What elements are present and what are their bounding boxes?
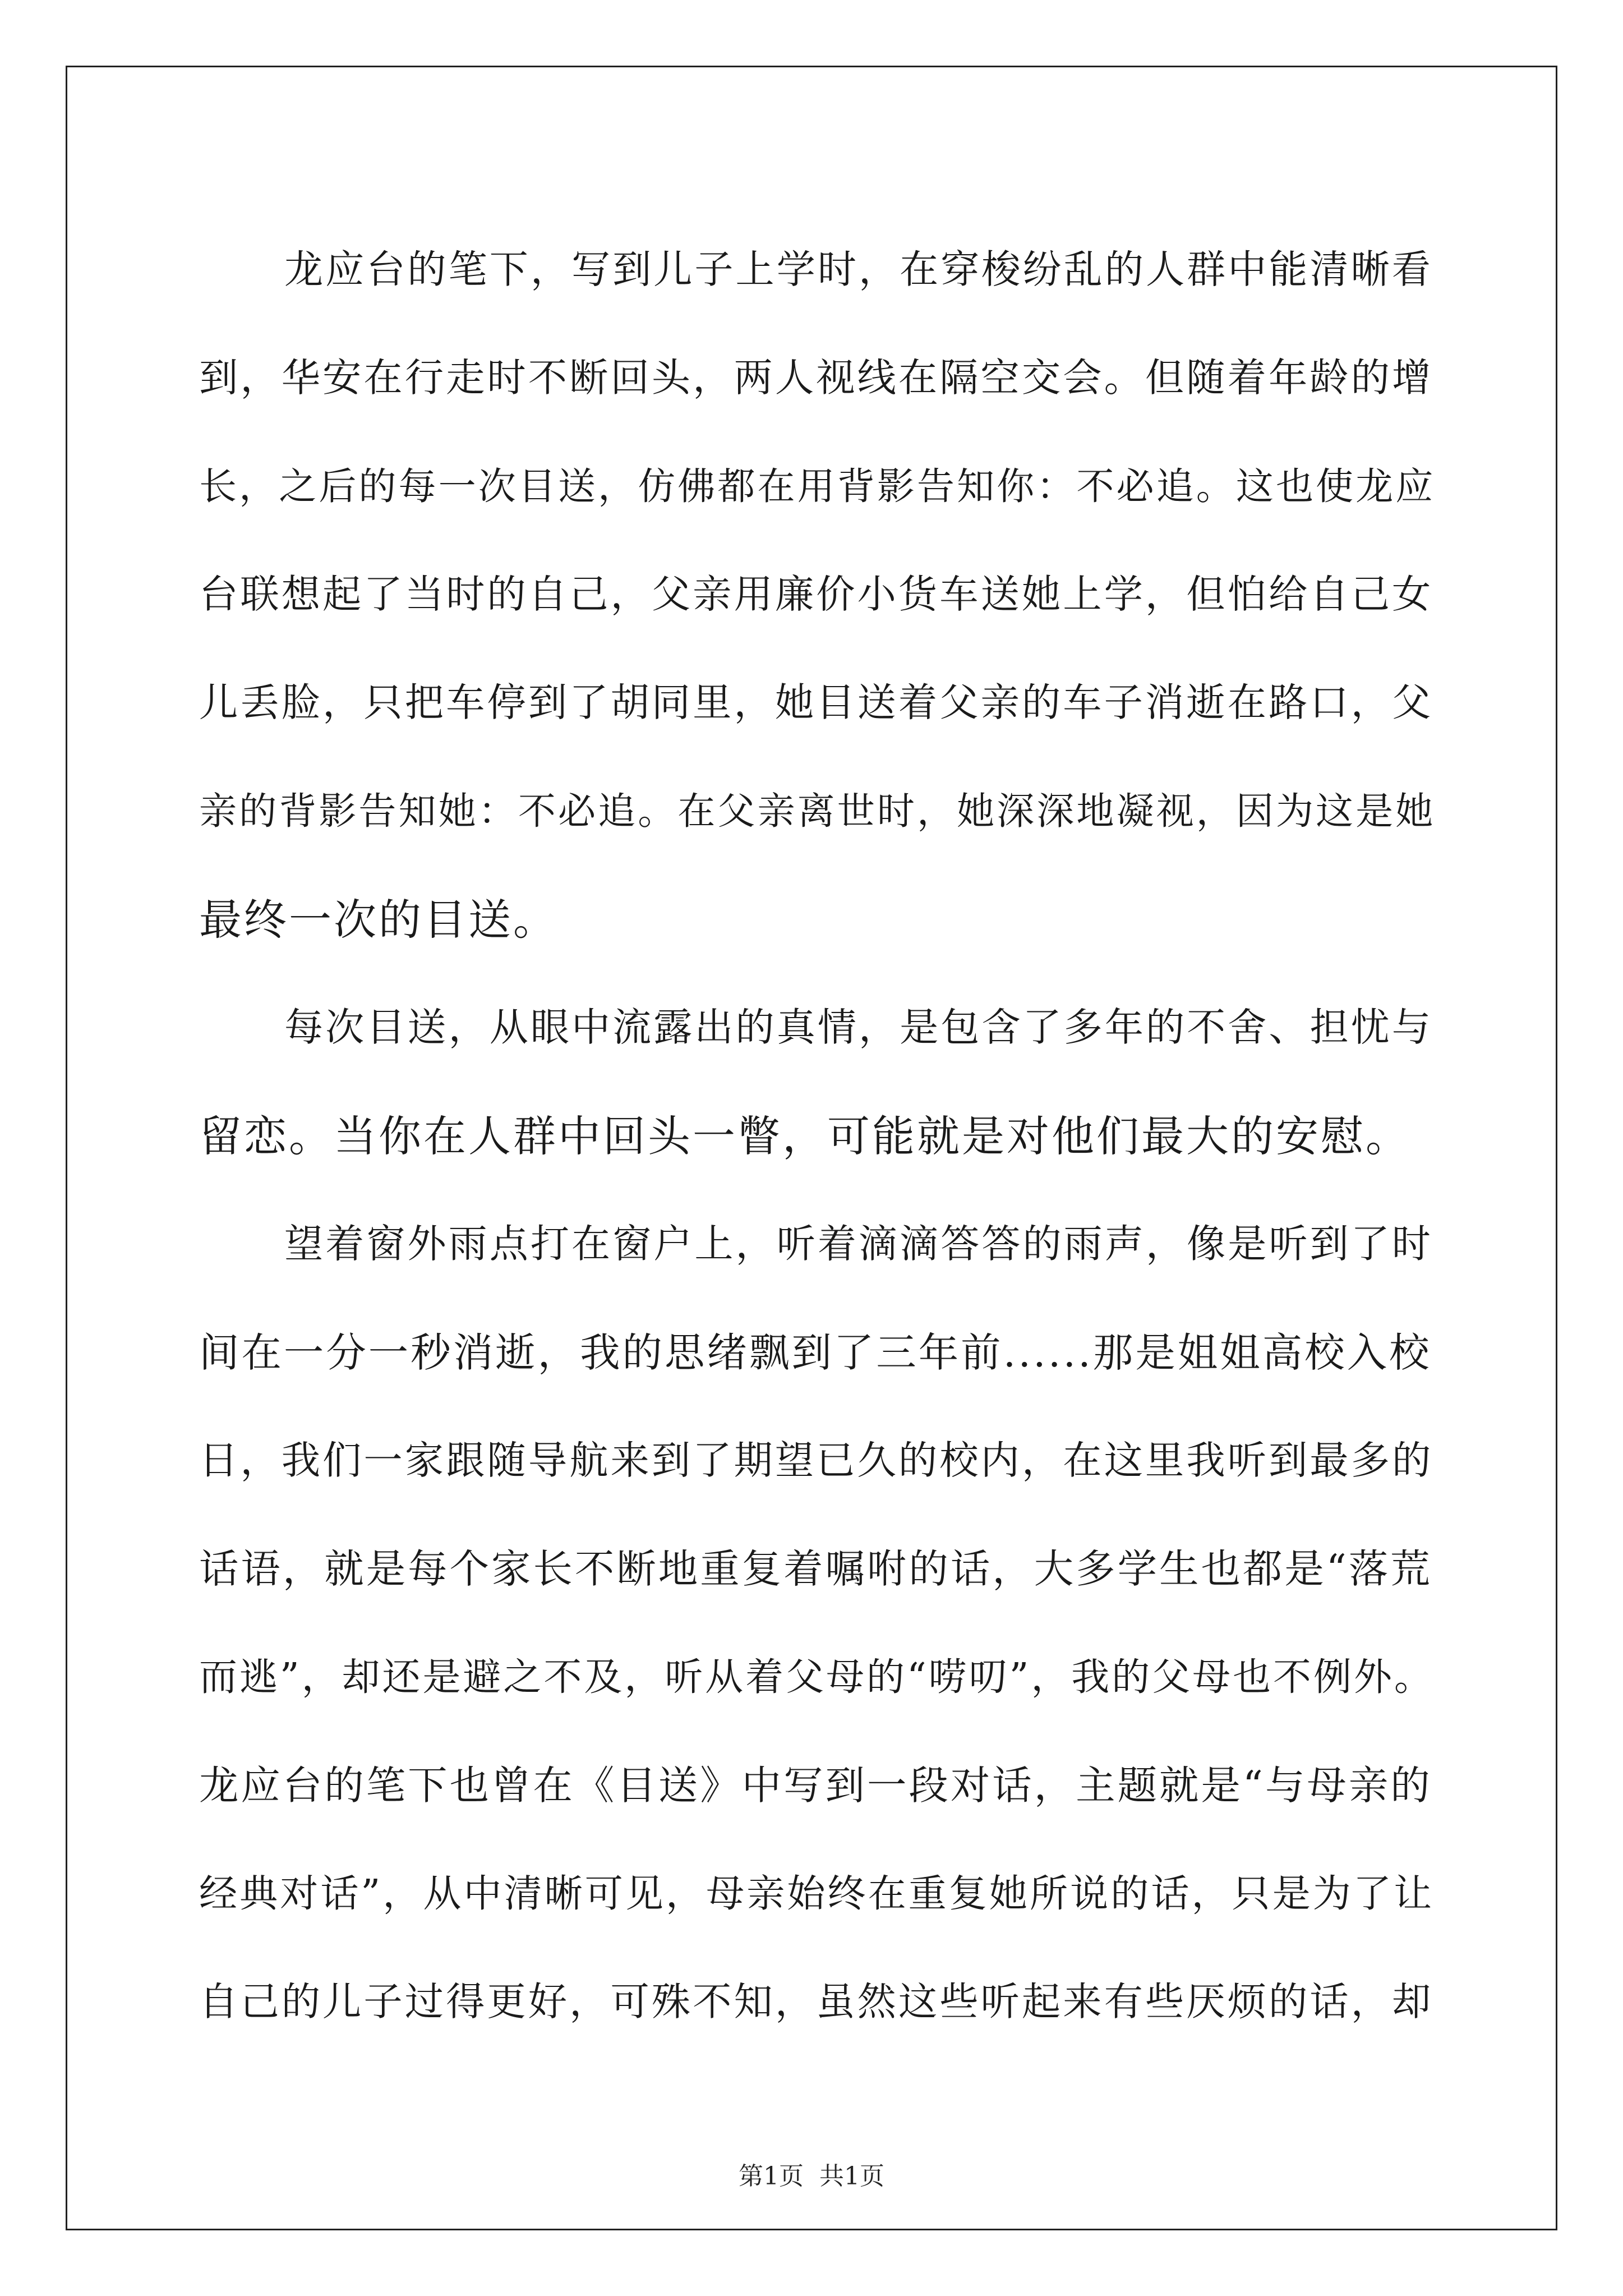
text-line: 间在一分一秒消逝，我的思绪飘到了三年前......那是姐姐高校入校 bbox=[199, 1329, 1432, 1376]
text-line: 留恋。当你在人群中回头一瞥，可能就是对他们最大的安慰。 bbox=[199, 1111, 1410, 1161]
article-body bbox=[199, 216, 1436, 2056]
text-line: 龙应台的笔下，写到儿子上学时，在穿梭纷乱的人群中能清晰看 bbox=[284, 247, 1433, 292]
page-number-footer: 第1页 共1页 bbox=[739, 2162, 884, 2191]
text-line: 最终一次的目送。 bbox=[199, 895, 558, 945]
text-line: 长，之后的每一次目送，仿佛都在用背影告知你：不必追。这也使龙应 bbox=[199, 464, 1436, 508]
text-line: 龙应台的笔下也曾在《目送》中写到一段对话，主题就是“与母亲的 bbox=[199, 1763, 1432, 1809]
text-line: 经典对话”，从中清晰可见，母亲始终在重复她所说的话，只是为了让 bbox=[199, 1872, 1435, 1916]
text-line: 望着窗外雨点打在窗户上，听着滴滴答答的雨声，像是听到了时 bbox=[284, 1222, 1433, 1267]
text-line: 到，华安在行走时不断回头，两人视线在隔空交会。但随着年龄的增 bbox=[199, 356, 1433, 401]
text-line: 而逃”，却还是避之不及，听从着父母的“唠叨”，我的父母也不例外。 bbox=[199, 1655, 1435, 1700]
text-line: 每次目送，从眼中流露出的真情，是包含了多年的不舍、担忧与 bbox=[284, 1005, 1433, 1050]
text-line: 自己的儿子过得更好，可殊不知，虽然这些听起来有些厌烦的话，却 bbox=[199, 1980, 1433, 2024]
text-line: 日，我们一家跟随导航来到了期望已久的校内，在这里我听到最多的 bbox=[199, 1438, 1433, 1483]
text-line: 台联想起了当时的自己，父亲用廉价小货车送她上学，但怕给自己女 bbox=[199, 572, 1433, 617]
text-line: 儿丢脸，只把车停到了胡同里，她目送着父亲的车子消逝在路口，父 bbox=[199, 680, 1433, 725]
text-line: 话语，就是每个家长不断地重复着嘱咐的话，大多学生也都是“落荒 bbox=[199, 1546, 1432, 1592]
text-line: 亲的背影告知她：不必追。在父亲离世时，她深深地凝视，因为这是她 bbox=[199, 789, 1436, 833]
